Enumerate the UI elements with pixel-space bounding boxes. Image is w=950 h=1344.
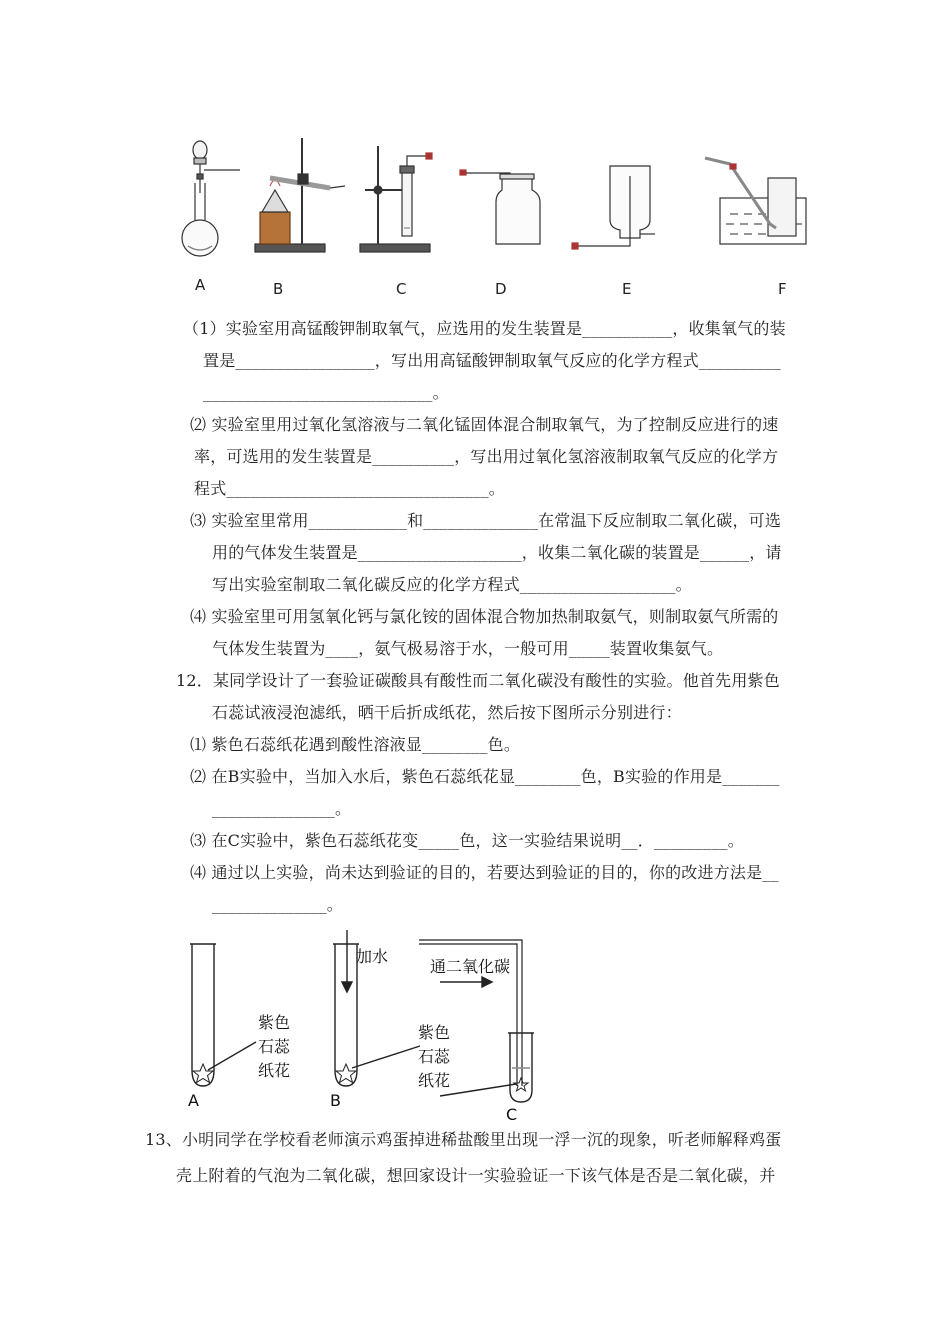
q12-stem-line2: 石蕊试液浸泡滤纸，晒干后折成纸花，然后按下图所示分别进行： xyxy=(212,703,682,722)
q12-part3: ⑶ 在C实验中，紫色石蕊纸花变_____色，这一实验结果说明__．_________。 xyxy=(190,831,744,850)
label-d: D xyxy=(495,280,507,298)
q11-part2-line3: 程式________________________________。 xyxy=(194,479,505,498)
q12-part4-line2: ______________。 xyxy=(212,895,343,914)
flower-label-c-2: 石蕊 xyxy=(418,1047,451,1066)
label-b: B xyxy=(273,280,284,298)
apparatus-d xyxy=(460,170,540,244)
tube-label-b: B xyxy=(330,1091,341,1110)
q11-part1-line3: ____________________________。 xyxy=(203,383,449,402)
apparatus-figure xyxy=(170,128,830,306)
q12-part2-line2: _______________。 xyxy=(212,799,352,818)
q11-part4-line1: ⑷ 实验室里可用氢氧化钙与氯化铵的固体混合物加热制取氨气，则制取氨气所需的 xyxy=(190,607,779,626)
label-f: F xyxy=(778,280,787,298)
q11-part3-line2: 用的气体发生装置是____________________，收集二氧化碳的装置是______，请 xyxy=(212,543,782,562)
apparatus-f xyxy=(705,158,806,244)
q13-line2: 壳上附着的气泡为二氧化碳，想回家设计一实验验证一下该气体是否是二氧化碳，并 xyxy=(176,1166,776,1185)
label-a: A xyxy=(195,276,206,294)
add-water-label: 加水 xyxy=(356,947,389,966)
q12-stem-line1: 12．某同学设计了一套验证碳酸具有酸性而二氧化碳没有酸性的实验。他首先用紫色 xyxy=(176,671,780,690)
apparatus-b xyxy=(255,138,345,252)
q11-part1-line2: 置是_________________，写出用高锰酸钾制取氧气反应的化学方程式__________ xyxy=(203,351,781,370)
apparatus-e xyxy=(572,166,655,249)
tube-label-c: C xyxy=(506,1105,518,1120)
q11-part2-line1: ⑵ 实验室里用过氧化氢溶液与二氧化锰固体混合制取氧气，为了控制反应进行的速 xyxy=(190,415,779,434)
q12-part4-line1: ⑷ 通过以上实验，尚未达到验证的目的，若要达到验证的目的，你的改进方法是__ xyxy=(190,863,779,882)
flower-label-a-2: 石蕊 xyxy=(258,1037,291,1056)
q11-part4-line2: 气体发生装置为____，氨气极易溶于水，一般可用_____装置收集氨气。 xyxy=(212,639,724,658)
q12-part1: ⑴ 紫色石蕊纸花遇到酸性溶液显________色。 xyxy=(190,735,521,754)
q13-line1: 13、小明同学在学校看老师演示鸡蛋掉进稀盐酸里出现一浮一沉的现象，听老师解释鸡蛋 xyxy=(145,1130,782,1149)
q11-part3-line3: 写出实验室制取二氧化碳反应的化学方程式___________________。 xyxy=(212,575,692,594)
flower-label-a-3: 纸花 xyxy=(258,1061,291,1080)
flower-label-a-1: 紫色 xyxy=(258,1013,291,1032)
flower-label-c-3: 纸花 xyxy=(418,1071,451,1090)
apparatus-c xyxy=(360,146,432,252)
q12-part2-line1: ⑵ 在B实验中，当加入水后，紫色石蕊纸花显________色，B实验的作用是_______ xyxy=(190,767,780,786)
flower-label-c-1: 紫色 xyxy=(418,1023,451,1042)
test-tube-figure xyxy=(170,930,550,1120)
q11-part3-line1: ⑶ 实验室里常用____________和______________在常温下反应制取二氧化碳，可选 xyxy=(190,511,782,530)
q11-part1-line1: （1）实验室用高锰酸钾制取氧气，应选用的发生装置是___________，收集氧气的装 xyxy=(183,319,786,338)
pass-co2-label: 通二氧化碳 xyxy=(430,957,511,976)
apparatus-a xyxy=(182,141,240,256)
q11-part2-line2: 率，可选用的发生装置是__________，写出用过氧化氢溶液制取氧气反应的化学方 xyxy=(194,447,779,466)
tube-label-a: A xyxy=(188,1091,199,1110)
label-c: C xyxy=(396,280,407,298)
test-tube-a xyxy=(190,944,256,1086)
label-e: E xyxy=(622,280,632,298)
